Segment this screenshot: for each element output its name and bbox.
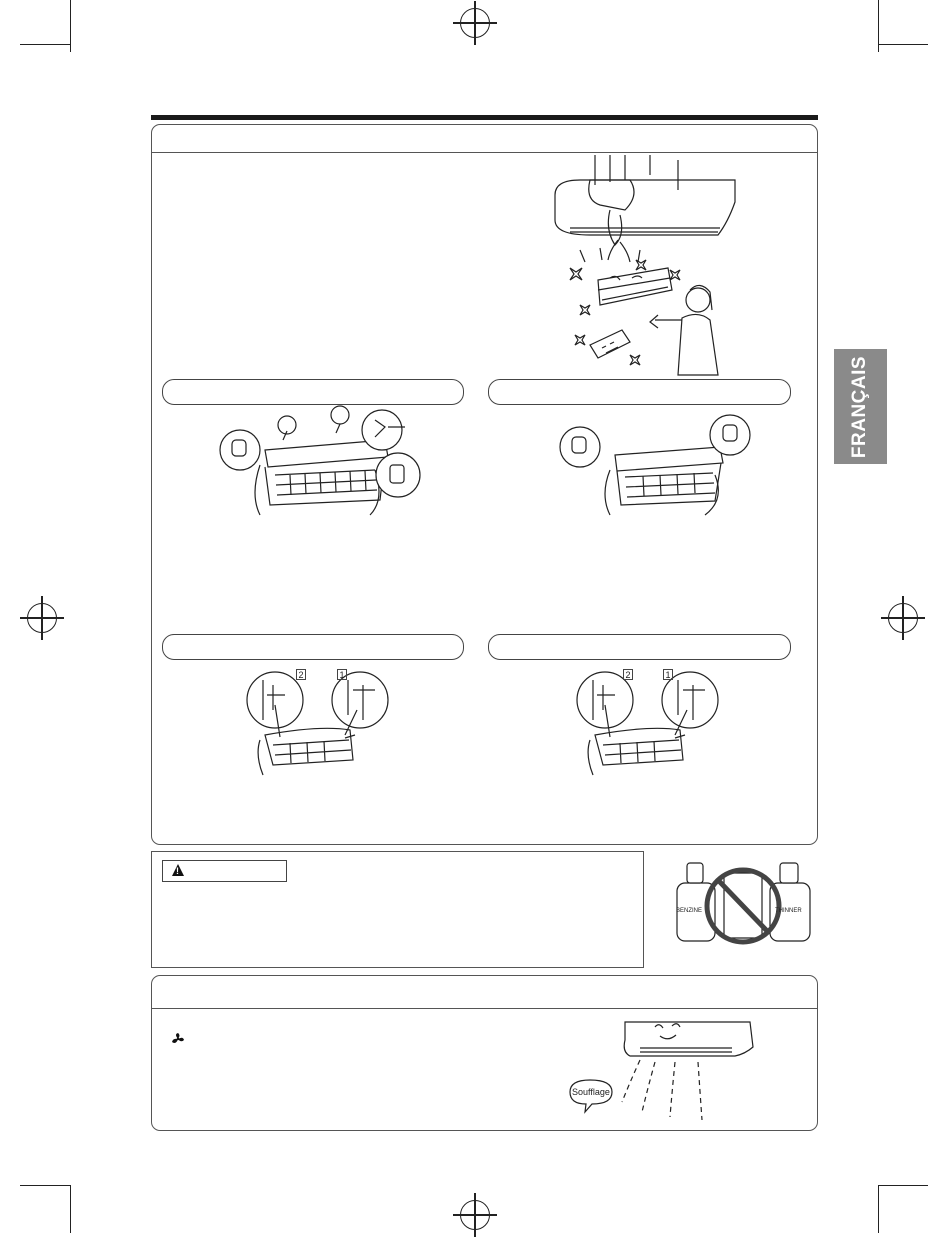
subsection-header-open-panel	[162, 379, 464, 405]
step-badge: 1	[337, 669, 347, 680]
close-panel-illustration	[555, 415, 755, 515]
cleaning-illustration	[550, 150, 750, 375]
crop-mark	[878, 44, 928, 45]
crop-mark	[70, 1185, 71, 1233]
subsection-header-remove-panel	[162, 634, 464, 660]
warning-triangle-icon	[172, 864, 184, 876]
registration-mark	[460, 1200, 490, 1230]
language-tab-label: FRANÇAIS	[849, 355, 871, 458]
crop-mark	[20, 44, 70, 45]
airflow-bubble-label: Soufflage	[572, 1087, 610, 1097]
subsection-header-close-panel	[488, 379, 791, 405]
step-badge: 2	[296, 669, 306, 680]
crop-mark	[878, 1185, 879, 1233]
install-panel-illustration	[575, 665, 730, 775]
crop-mark	[70, 0, 71, 52]
fan-icon	[172, 1033, 184, 1045]
solvents-prohibited-illustration	[672, 858, 812, 948]
crop-mark	[878, 1185, 928, 1186]
registration-mark	[27, 603, 57, 633]
remove-panel-illustration	[245, 665, 400, 775]
language-tab	[834, 349, 887, 464]
subsection-header-install-panel	[488, 634, 791, 660]
crop-mark	[20, 1185, 70, 1186]
step-badge: 2	[623, 669, 633, 680]
registration-mark	[460, 8, 490, 38]
registration-mark	[888, 603, 918, 633]
airflow-illustration	[560, 1012, 755, 1124]
open-panel-illustration	[210, 405, 420, 515]
bottle-label-benzine: BENZINE	[676, 908, 703, 914]
step-badge: 1	[663, 669, 673, 680]
section-top-rule	[151, 115, 818, 120]
bottle-label-thinner: THINNER	[775, 908, 802, 914]
